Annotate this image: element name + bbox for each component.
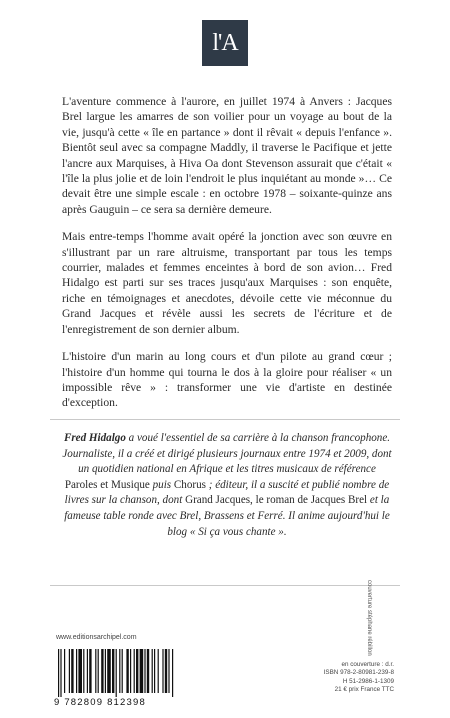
author-bio-text-2: puis xyxy=(149,478,174,491)
cover-credit: couverture stéphane rébillon xyxy=(366,580,372,656)
info-cover-credit: en couverture : d.r. xyxy=(341,661,394,668)
author-bio-text-5: . Il anime aujourd'hui le blog « Si ça vous chante ». xyxy=(167,509,390,538)
author-bio-title-1: Paroles et Musique xyxy=(64,478,150,491)
blurb-paragraph-2: Mais entre-temps l'homme avait opéré la jonction avec son œuvre en s'illustrant par un rare altruisme, transportant par tous les temps courrier, malades et femmes enceintes à bord de son avion… Fred Hidalgo est parti sur ses traces jusqu'aux Marquises : son enquête, riche en témoignages et anecdotes, dévoile cette vie méconnue du Grand Jacques et révèle aussi les secrets de l'écriture et de l'enregistrement de son dernier album. xyxy=(62,230,392,336)
divider-top xyxy=(50,419,400,420)
info-isbn: ISBN 978-2-80981-239-8 xyxy=(323,669,394,677)
author-bio-title-3: Grand Jacques, le roman de Jacques Brel xyxy=(185,494,368,507)
info-price: 21 € prix France TTC xyxy=(334,685,394,693)
info-code: H 51-2986-1-1309 xyxy=(342,677,394,685)
book-info xyxy=(324,661,394,694)
blurb xyxy=(62,94,392,423)
publisher-website: www.editionsarchipel.com xyxy=(56,634,137,641)
author-name: Fred Hidalgo xyxy=(63,432,126,444)
publisher-logo xyxy=(202,20,248,66)
author-bio-title-2: Chorus xyxy=(173,478,206,491)
blurb-paragraph-1: L'aventure commence à l'aurore, en juillet 1974 à Anvers : Jacques Brel largue les amarres de son voilier pour un voyage au bout de la vie, jusqu'à cette « île en partance » dont il rêvait « depuis l'enfance ». Bientôt seul avec sa compagne Maddly, il traverse le Pacifique et jette l'ancre aux Marquises, à Hiva Oa dont Stevenson assurait que c'était « l'île la plus jolie et de loin l'endroit le plus inquiétant au monde »… Ce devait être une simple escale : en octobre 1978 – soixante-quinze ans après Gauguin – ce sera sa dernière demeure. xyxy=(62,95,392,216)
divider-bottom xyxy=(50,585,400,586)
barcode-number: 9 782809 812398 xyxy=(54,697,146,708)
publisher-logo-text: l'A xyxy=(212,29,238,56)
author-bio-names: Brel, Brassens et Ferré xyxy=(179,509,283,522)
author-bio-text-3: ; éditeur, il a suscité et publié nombre de livres sur la chanson, dont xyxy=(64,478,390,507)
author-bio-text-4: et la fameuse table ronde avec xyxy=(64,494,390,522)
barcode-bars xyxy=(54,649,202,697)
barcode xyxy=(54,649,202,697)
blurb-paragraph-3: L'histoire d'un marin au long cours et d'un pilote au grand cœur ; l'histoire d'un homme qui tourna le dos à la gloire pour réaliser « un impossible rêve » : transformer une vie d'artiste en destinée d'exception. xyxy=(62,350,392,410)
author-bio xyxy=(62,431,392,540)
author-bio-text-1: a voué l'essentiel de sa carrière à la chanson francophone. Journaliste, il a créé et dirigé plusieurs journaux entre 1974 et 2009, dont un quotidien national en Afrique et les titres musicaux de référence xyxy=(62,432,392,476)
